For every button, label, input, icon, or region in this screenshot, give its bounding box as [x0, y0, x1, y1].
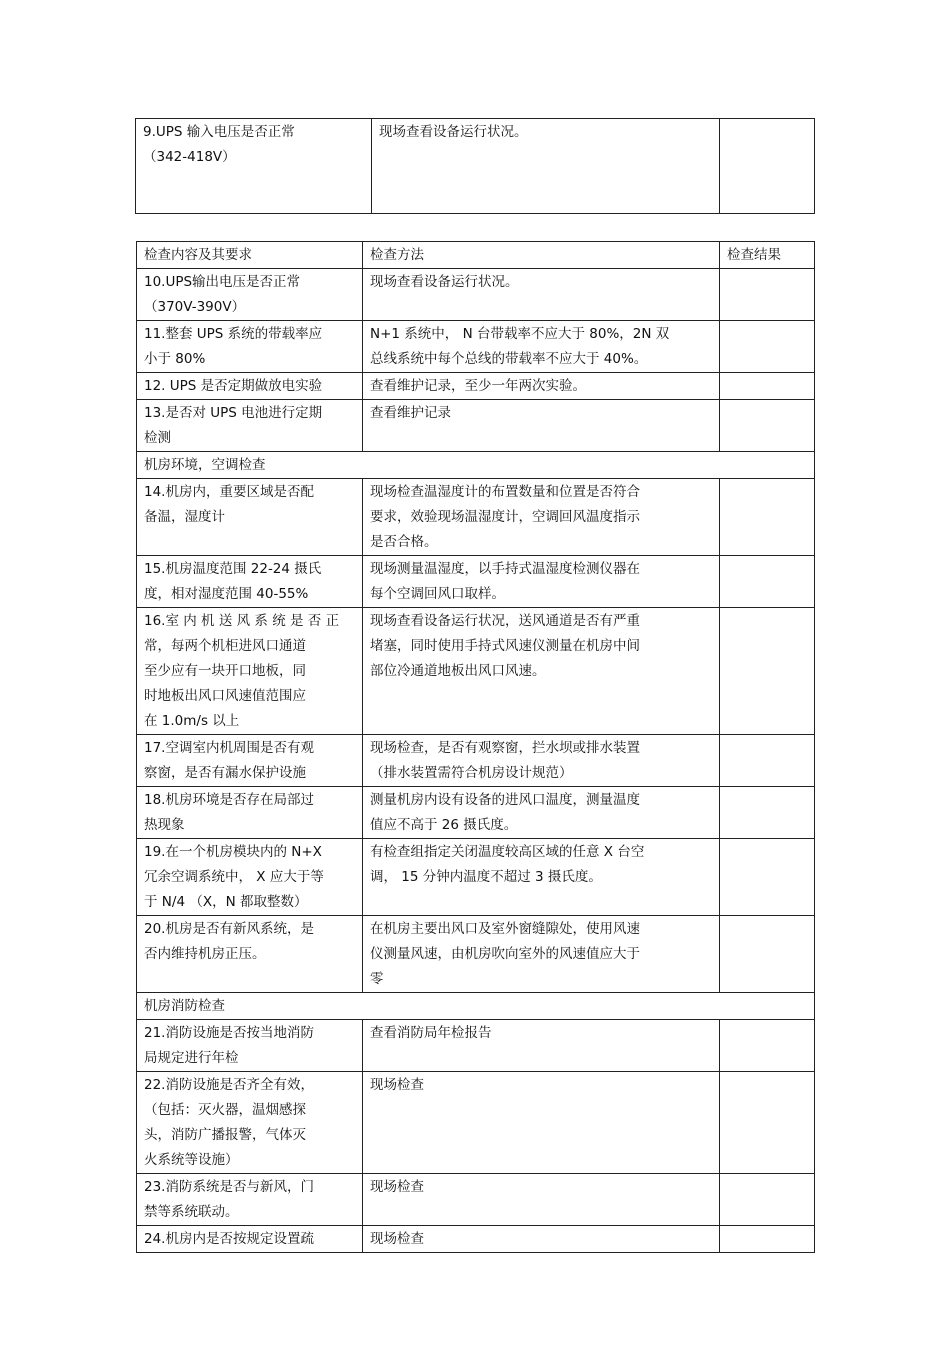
check-result-cell — [720, 1226, 815, 1253]
check-method-cell: 查看维护记录 — [363, 400, 720, 452]
check-method-cell: 现场测量温湿度，以手持式温湿度检测仪器在 每个空调回风口取样。 — [363, 556, 720, 608]
check-result-cell — [720, 608, 815, 735]
table-row — [137, 787, 815, 839]
check-item-cell: 22.消防设施是否齐全有效， （包括：灭火器，温烟感探 头，消防广播报警，气体灭 火系统等设施） — [137, 1072, 363, 1174]
check-item-cell: 24.机房内是否按规定设置疏 — [137, 1226, 363, 1253]
table-header-row — [137, 242, 815, 269]
check-method-cell: 现场查看设备运行状况，送风通道是否有严重 堵塞，同时使用手持式风速仪测量在机房中间 部位冷通道地板出风口风速。 — [363, 608, 720, 735]
check-item-cell: 15.机房温度范围 22-24 摄氏 度，相对湿度范围 40-55% — [137, 556, 363, 608]
check-result-cell — [720, 1072, 815, 1174]
check-method-cell: 在机房主要出风口及室外窗缝隙处，使用风速 仪测量风速，由机房吹向室外的风速值应大于 零 — [363, 916, 720, 993]
section-row — [137, 452, 815, 479]
check-item-cell: 16.室 内 机 送 风 系 统 是 否 正 常，每两个机柜进风口通道 至少应有一块开口地板，同 时地板出风口风速值范围应 在 1.0m/s 以上 — [137, 608, 363, 735]
header-method: 检查方法 — [363, 242, 720, 269]
check-method-cell: 现场检查 — [363, 1226, 720, 1253]
check-result-cell — [720, 1174, 815, 1226]
check-item-cell: 10.UPS输出电压是否正常 （370V-390V） — [137, 269, 363, 321]
check-result-cell — [720, 269, 815, 321]
table-row — [137, 1020, 815, 1072]
check-method-cell: 现场检查，是否有观察窗，拦水坝或排水装置 （排水装置需符合机房设计规范） — [363, 735, 720, 787]
check-method-cell: 查看消防局年检报告 — [363, 1020, 720, 1072]
table-row — [137, 556, 815, 608]
check-method-cell: 有检查组指定关闭温度较高区域的任意 X 台空 调， 15 分钟内温度不超过 3 摄氏度。 — [363, 839, 720, 916]
check-method-cell: 查看维护记录，至少一年两次实验。 — [363, 373, 720, 400]
table-row — [137, 400, 815, 452]
table-row — [137, 373, 815, 400]
section-title: 机房环境，空调检查 — [137, 452, 815, 479]
table-row — [137, 321, 815, 373]
check-result-cell — [720, 1020, 815, 1072]
check-result-cell — [720, 400, 815, 452]
check-item-cell: 21.消防设施是否按当地消防 局规定进行年检 — [137, 1020, 363, 1072]
check-item-cell: 18.机房环境是否存在局部过 热现象 — [137, 787, 363, 839]
check-item-cell: 11.整套 UPS 系统的带载率应 小于 80% — [137, 321, 363, 373]
check-item-cell: 17.空调室内机周围是否有观 察窗，是否有漏水保护设施 — [137, 735, 363, 787]
table-row — [137, 839, 815, 916]
check-result-cell — [720, 479, 815, 556]
table-row — [137, 916, 815, 993]
check-result-cell — [720, 373, 815, 400]
check-result-cell — [720, 916, 815, 993]
table-row — [137, 1174, 815, 1226]
header-result: 检查结果 — [720, 242, 815, 269]
table-row — [137, 735, 815, 787]
check-method-cell: 现场检查 — [363, 1174, 720, 1226]
table-row — [137, 608, 815, 735]
check-method-cell: N+1 系统中， N 台带载率不应大于 80%，2N 双 总线系统中每个总线的带载率不应大于 40%。 — [363, 321, 720, 373]
table-row — [136, 119, 815, 214]
check-result-cell — [720, 119, 815, 214]
section-title: 机房消防检查 — [137, 993, 815, 1020]
header-item: 检查内容及其要求 — [137, 242, 363, 269]
check-result-cell — [720, 556, 815, 608]
check-item-cell: 13.是否对 UPS 电池进行定期 检测 — [137, 400, 363, 452]
check-item-cell: 14.机房内，重要区域是否配 备温，湿度计 — [137, 479, 363, 556]
check-method-cell: 现场检查温湿度计的布置数量和位置是否符合 要求，效验现场温湿度计，空调回风温度指示 是否合格。 — [363, 479, 720, 556]
inspection-table-continued — [135, 118, 815, 214]
table-row — [137, 479, 815, 556]
section-row — [137, 993, 815, 1020]
check-method-cell: 测量机房内设有设备的进风口温度，测量温度 值应不高于 26 摄氏度。 — [363, 787, 720, 839]
check-method-cell: 现场查看设备运行状况。 — [372, 119, 720, 214]
table-row — [137, 1072, 815, 1174]
check-result-cell — [720, 735, 815, 787]
check-method-cell: 现场查看设备运行状况。 — [363, 269, 720, 321]
check-item-cell: 20.机房是否有新风系统，是 否内维持机房正压。 — [137, 916, 363, 993]
check-result-cell — [720, 839, 815, 916]
table-row — [137, 1226, 815, 1253]
check-result-cell — [720, 787, 815, 839]
check-item-cell: 9.UPS 输入电压是否正常 （342-418V） — [136, 119, 372, 214]
check-method-cell: 现场检查 — [363, 1072, 720, 1174]
check-item-cell: 23.消防系统是否与新风，门 禁等系统联动。 — [137, 1174, 363, 1226]
table-row — [137, 269, 815, 321]
check-item-cell: 19.在一个机房模块内的 N+X 冗余空调系统中， X 应大于等 于 N/4 （X，N 都取整数） — [137, 839, 363, 916]
check-result-cell — [720, 321, 815, 373]
check-item-cell: 12. UPS 是否定期做放电实验 — [137, 373, 363, 400]
inspection-table — [136, 241, 815, 1253]
